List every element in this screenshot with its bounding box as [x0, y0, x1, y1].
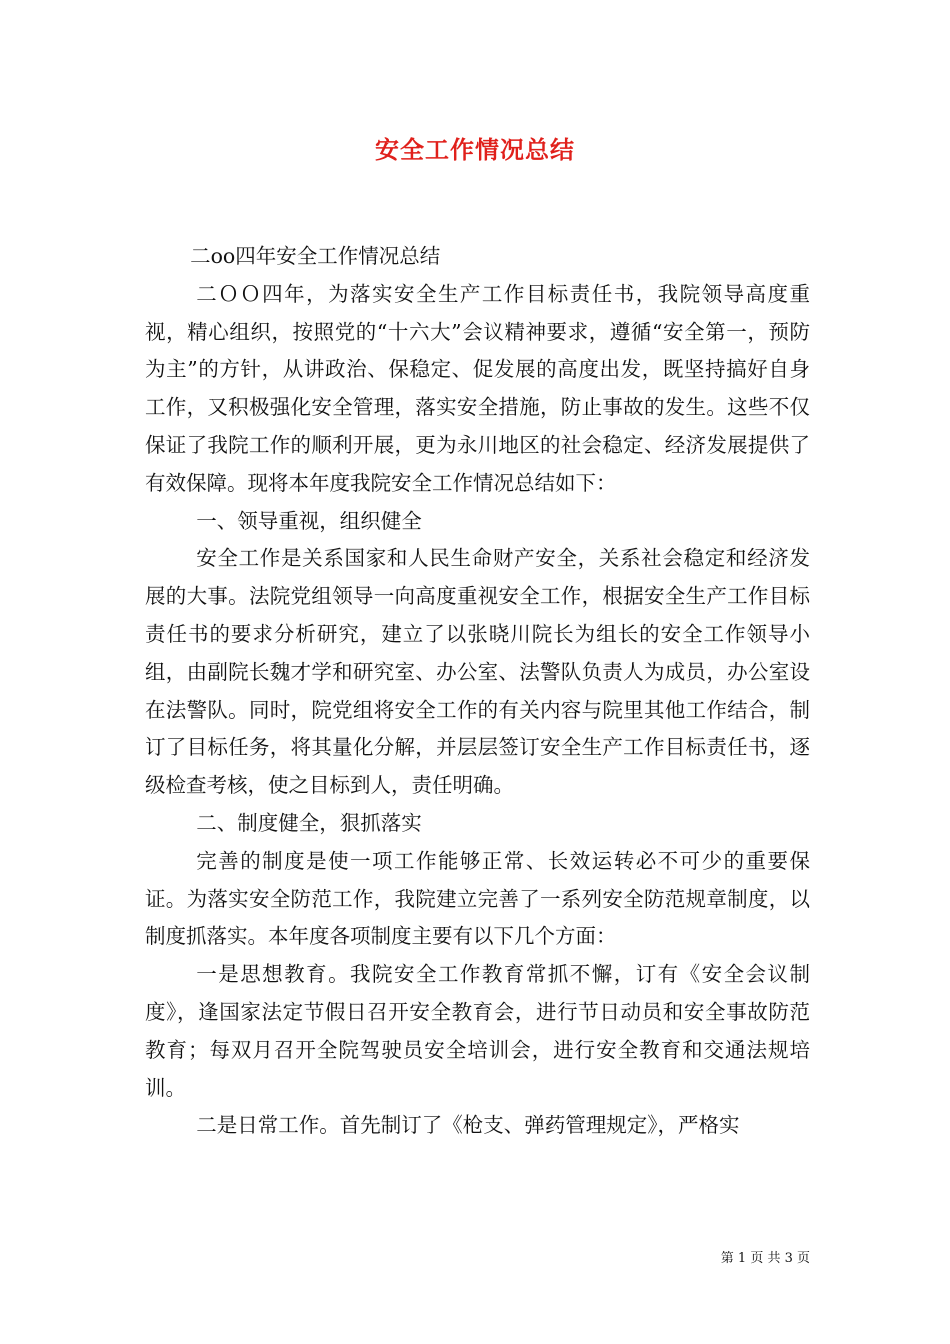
section-heading-1: 一、领导重视，组织健全 — [196, 508, 422, 533]
document-body — [145, 238, 810, 1145]
section-heading-2: 二、制度健全，狠抓落实 — [196, 810, 422, 835]
document-title: 安全工作情况总结 — [375, 135, 575, 164]
section-1-paragraph: 安全工作是关系国家和人民生命财产安全，关系社会稳定和经济发展的大事。法院党组领导一向高度重视安全工作，根据安全生产工作目标责任书的要求分析研究，建立了以张晓川院长为组长的安全工作领导小组，由副院长魏才学和研究室、办公室、法警队负责人为成员，办公室设在法警队。同时，院党组将安全工作的有关内容与院里其他工作结合，制订了目标任务，将其量化分解，并层层签订安全生产工作目标责任书，逐级检查考核，使之目标到人，责任明确。 — [145, 546, 810, 798]
section-2-item-2: 二是日常工作。首先制订了《枪支、弹药管理规定》，严格实 — [196, 1113, 740, 1138]
section-2-item-1: 一是思想教育。我院安全工作教育常抓不懈，订有《安全会议制度》，逢国家法定节假日召开安全教育会，进行节日动员和安全事故防范教育；每双月召开全院驾驶员安全培训会，进行安全教育和交通法规培训。 — [145, 962, 810, 1100]
page-number: 第 1 页 共 3 页 — [720, 1251, 810, 1266]
intro-paragraph: 二ＯＯ四年，为落实安全生产工作目标责任书，我院领导高度重视，精心组织，按照党的“十六大”会议精神要求，遵循“安全第一，预防为主”的方针，从讲政治、保稳定、促发展的高度出发，既坚持搞好自身工作，又积极强化安全管理，落实安全措施，防止事故的发生。这些不仅保证了我院工作的顺利开展，更为永川地区的社会稳定、经济发展提供了有效保障。现将本年度我院安全工作情况总结如下： — [145, 281, 810, 495]
document-subtitle: 二oo四年安全工作情况总结 — [190, 244, 441, 268]
section-2-paragraph: 完善的制度是使一项工作能够正常、长效运转必不可少的重要保证。为落实安全防范工作，我院建立完善了一系列安全防范规章制度，以制度抓落实。本年度各项制度主要有以下几个方面： — [145, 848, 810, 949]
